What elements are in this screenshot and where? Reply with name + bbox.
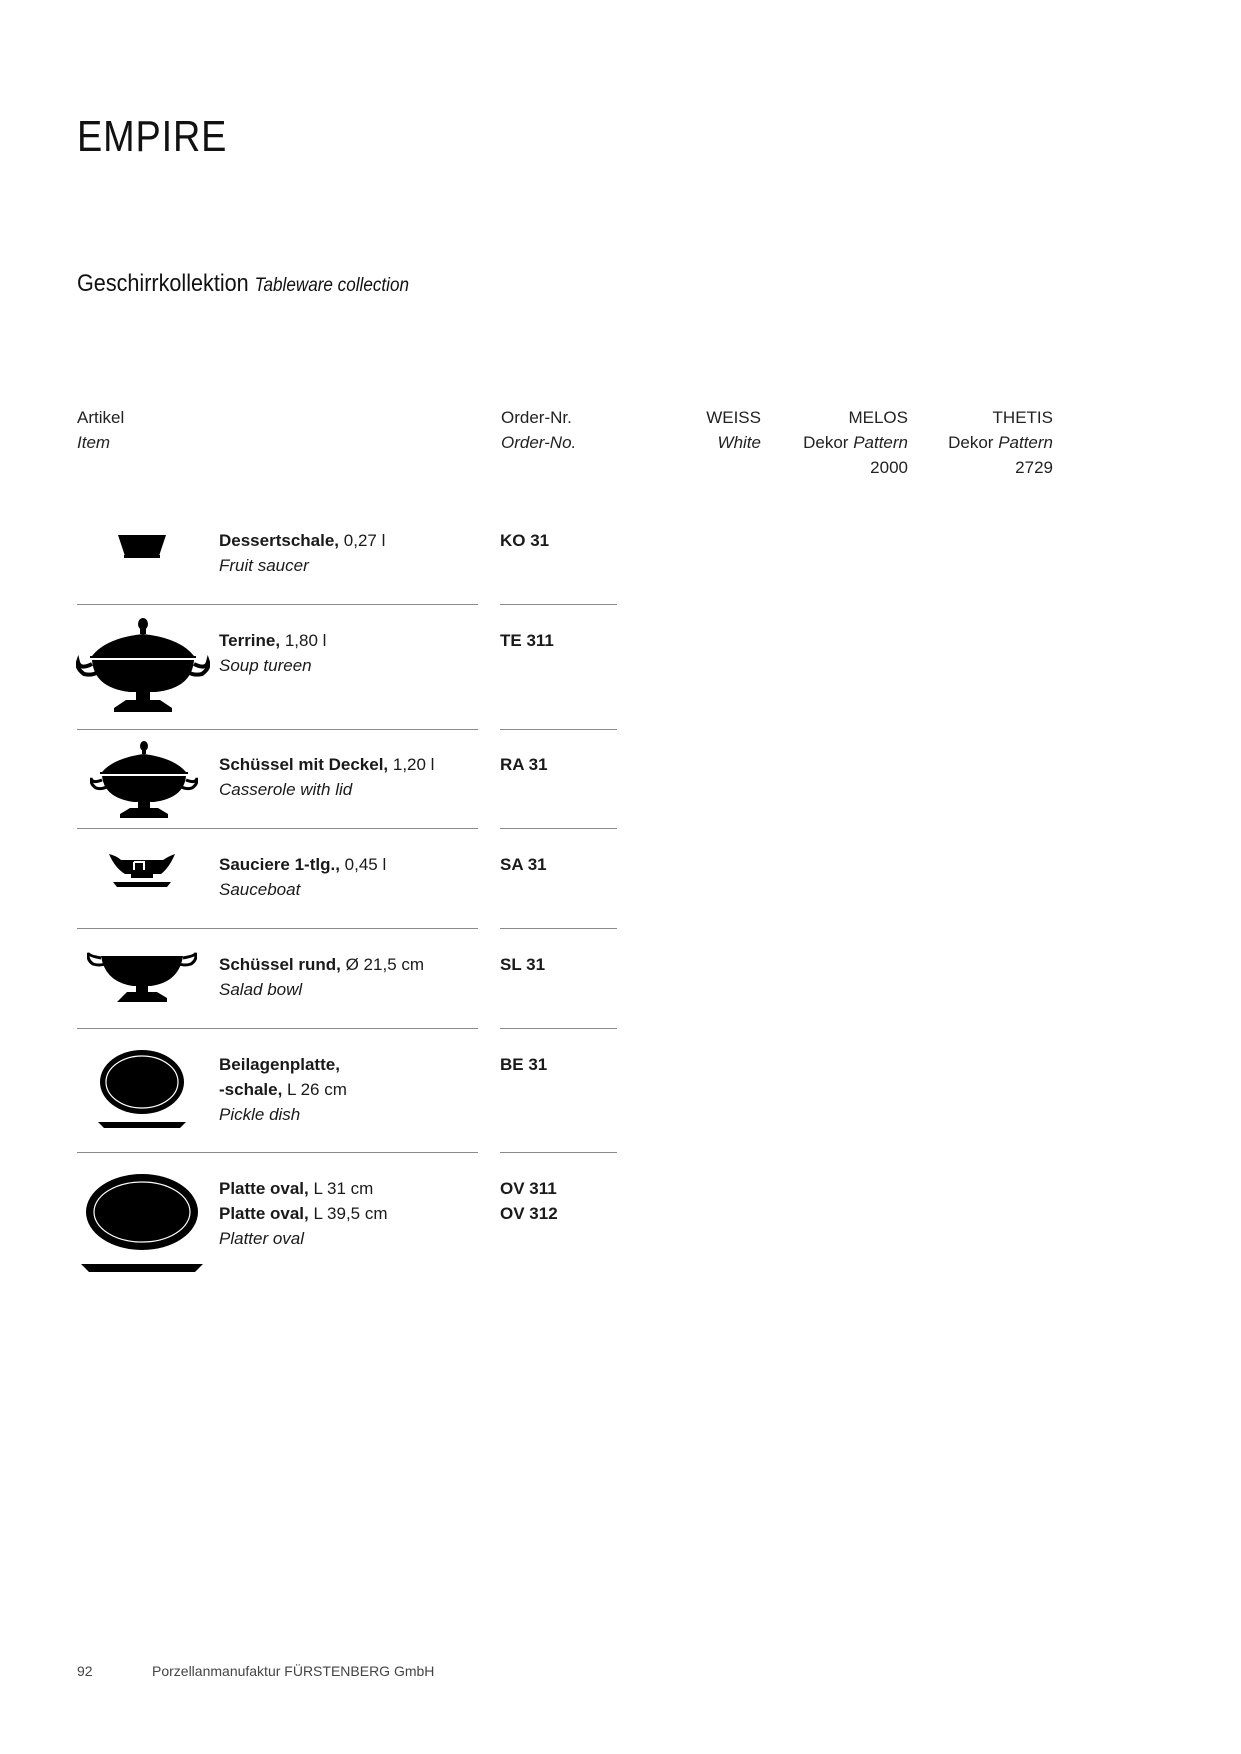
section-subtitle [77, 270, 409, 298]
item-size: L 31 cm [313, 1179, 374, 1198]
melos-dekor: Dekor [803, 433, 849, 452]
row-divider [77, 828, 478, 829]
header-melos-number: 2000 [870, 458, 908, 477]
header-thetis [905, 405, 1053, 480]
melos-pattern: Pattern [853, 433, 908, 452]
item-name: Terrine, [219, 631, 281, 650]
casserole-icon [90, 740, 198, 820]
header-thetis-de: THETIS [992, 408, 1053, 427]
item-size: 0,45 l [344, 855, 387, 874]
item-name-en: Soup tureen [219, 656, 312, 675]
header-order-en: Order-No. [501, 433, 577, 452]
order-number: TE 311 [500, 631, 554, 650]
item-name: Platte oval, [219, 1179, 309, 1198]
pickle-dish-icon [96, 1048, 188, 1130]
row-divider [500, 828, 617, 829]
order-number: SL 31 [500, 955, 546, 974]
row-divider [77, 729, 478, 730]
list-item [219, 628, 326, 678]
header-order [501, 405, 576, 455]
row-divider [500, 928, 617, 929]
header-weiss-de: WEISS [706, 408, 761, 427]
row-divider [77, 1028, 478, 1029]
header-melos [760, 405, 908, 480]
list-item [219, 752, 434, 802]
order-number: BE 31 [500, 1055, 548, 1074]
order-number-2: OV 312 [500, 1204, 558, 1223]
item-name: Schüssel rund, [219, 955, 341, 974]
item-size: 1,80 l [284, 631, 327, 650]
soup-tureen-icon [76, 616, 210, 716]
header-item-en: Item [77, 433, 111, 452]
item-size: 1,20 l [392, 755, 435, 774]
thetis-pattern: Pattern [998, 433, 1053, 452]
order-number [500, 1176, 558, 1226]
item-size: Ø 21,5 cm [345, 955, 425, 974]
header-melos-pattern [760, 430, 908, 455]
item-name-en: Sauceboat [219, 880, 301, 899]
row-divider [500, 1028, 617, 1029]
item-name-line2: -schale, [219, 1080, 283, 1099]
header-order-de: Order-Nr. [501, 408, 572, 427]
header-weiss [660, 405, 761, 455]
item-name-en: Fruit saucer [219, 556, 309, 575]
list-item [219, 852, 386, 902]
sauceboat-icon [107, 852, 177, 892]
salad-bowl-icon [87, 952, 197, 1004]
item-name-en: Salad bowl [219, 980, 303, 999]
header-item-de: Artikel [77, 408, 125, 427]
header-thetis-pattern [905, 430, 1053, 455]
item-size-2: L 39,5 cm [313, 1204, 388, 1223]
order-number: SA 31 [500, 855, 547, 874]
list-item [219, 1176, 388, 1251]
row-divider [500, 729, 617, 730]
row-divider [500, 604, 617, 605]
item-name: Schüssel mit Deckel, [219, 755, 389, 774]
subtitle-en: Tableware collection [254, 275, 409, 296]
header-thetis-number: 2729 [1015, 458, 1053, 477]
order-number: RA 31 [500, 755, 548, 774]
order-number-1: OV 311 [500, 1179, 557, 1198]
item-name-en: Pickle dish [219, 1105, 301, 1124]
page-number: 92 [77, 1663, 93, 1679]
item-name-line2: Platte oval, [219, 1204, 309, 1223]
dessert-bowl-icon [116, 532, 168, 560]
item-name-en: Casserole with lid [219, 780, 353, 799]
list-item [219, 952, 424, 1002]
footer-company: Porzellanmanufaktur FÜRSTENBERG GmbH [152, 1663, 435, 1679]
item-name: Sauciere 1-tlg., [219, 855, 340, 874]
thetis-dekor: Dekor [948, 433, 994, 452]
order-number: KO 31 [500, 531, 550, 550]
row-divider [77, 604, 478, 605]
row-divider [77, 928, 478, 929]
item-size: L 26 cm [287, 1080, 347, 1099]
header-weiss-en: White [717, 433, 761, 452]
page-title: EMPIRE [77, 112, 228, 161]
header-melos-de: MELOS [848, 408, 908, 427]
platter-oval-icon [79, 1172, 205, 1274]
row-divider [77, 1152, 478, 1153]
list-item [219, 528, 385, 578]
item-name: Beilagenplatte, [219, 1055, 340, 1074]
list-item [219, 1052, 347, 1127]
row-divider [500, 1152, 617, 1153]
subtitle-de: Geschirrkollektion [77, 270, 249, 297]
item-name: Dessertschale, [219, 531, 340, 550]
item-name-en: Platter oval [219, 1229, 305, 1248]
item-size: 0,27 l [343, 531, 386, 550]
header-item [77, 405, 124, 455]
